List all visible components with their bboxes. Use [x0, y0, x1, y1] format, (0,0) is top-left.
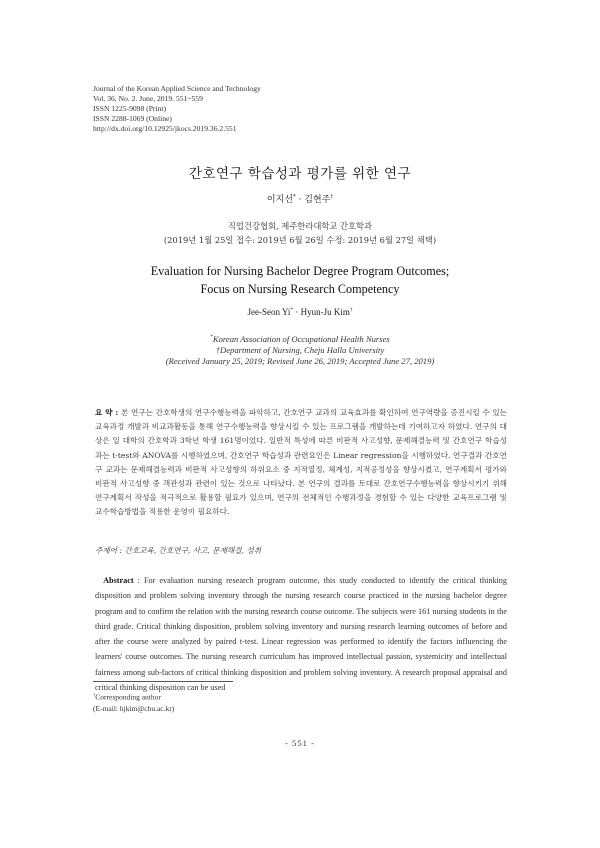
journal-volume: Vol. 36, No. 2. June, 2019. 551~559 [93, 94, 203, 103]
author-separator-en: · [293, 307, 301, 317]
author-1-mark: * [293, 194, 296, 200]
author-2-name-en: Hyun-Ju Kim [300, 307, 350, 317]
abstract-korean-label: 요 약 : [95, 408, 122, 417]
abstract-english-text: : For evaluation nursing research program outcome, this study conducted to identify the critical thinking disposition and problem solving inventory through the nursing research course practiced in the nursing bachelor degree program and to confirm the relation with the nursing research course outcome. The subjects were 161 nursing students in the third grade. Critical thinking disposition, problem solving inventory and nursing research learning outcomes of before and after the course were analyzed by paired t-test. Linear regression was performed to identify the factors influencing the learners' course outcomes. The nursing research curriculum has improved intellectual passion, systemicity and intellectual fairness among sub-factors of critical thinking disposition and problem solving inventory. A research proposal appraisal and critical thinking disposition can be used [95, 576, 507, 693]
issn-print: ISSN 1225-9098 (Print) [93, 104, 166, 113]
affiliation-english [0, 332, 600, 367]
author-2-mark-en: † [349, 307, 353, 313]
footnote-mark: † [93, 692, 96, 697]
authors-korean [0, 192, 600, 205]
abstract-english-label: Abstract [103, 576, 134, 585]
doi-link[interactable]: http://dx.doi.org/10.12925/jkocs.2019.36.2.551 [93, 124, 237, 133]
journal-name: Journal of the Korean Applied Science and Technology [93, 84, 261, 93]
page-number: - 551 - [285, 738, 315, 748]
affiliation-1-text: Korean Association of Occupational Health Nurses [212, 333, 390, 344]
abstract-korean-text: 본 연구는 간호학생의 연구수행능력을 파악하고, 간호연구 교과의 교육효과를 확인하여 연구역량을 증진시킬 수 있는 교육과정 개발과 비교과활동을 통해 연구수행능력을 향상시킬 수 있는 프로그램을 개발하는데 기여하고자 하였다. 연구의 대상은 일 대학의 간호학과 3학년 학생 161명이었다. 일반적 특성에 따른 비판적 사고성향, 문제해결능력 및 간호연구 학습성과는 t-test와 ANOVA를 시행하였으며, 간호연구 학습성과 관련요인은 Linear regression을 시행하였다. 연구결과 간호연구 교과는 문제해결능력과 비판적 사고성향의 하위요소 중 지적열정, 체계성, 지적공정성을 향상시켰고, 연구계획서 평가와 비판적 사고성향 중 객관성과 관련이 있는 것으로 나타났다. 본 연구의 결과를 토대로 간호연구수행능력을 향상시키기 위해 연구계획서 작성을 적극적으로 활용할 필요가 있으며, 연구의 전체적인 수행과정을 경험할 수 있는 다양한 교육프로그램 및 교수학습방법을 적용한 운영이 필요하다. [95, 408, 508, 517]
abstract-korean [95, 406, 507, 520]
abstract-english [95, 573, 507, 695]
affiliation-line-1 [0, 332, 600, 345]
author-1-name: 이지선 [266, 195, 293, 205]
affiliation-korean: 직업건강협회, 제주한라대학교 간호학과 [227, 221, 373, 231]
author-separator: · [295, 195, 305, 205]
title-english-line-1: Evaluation for Nursing Bachelor Degree Program Outcomes; [150, 264, 450, 278]
title-korean: 간호연구 학습성과 평가를 위한 연구 [188, 166, 412, 182]
affiliation-1-mark: * [210, 334, 213, 340]
footnote-corresponding: Corresponding author [95, 692, 161, 702]
title-english-line-2: Focus on Nursing Research Competency [200, 282, 400, 296]
journal-header [93, 84, 261, 134]
author-1-mark-en: * [290, 307, 294, 313]
title-english [0, 262, 600, 298]
author-2-mark: † [330, 194, 334, 200]
footnote-line-1 [93, 689, 174, 703]
keywords-korean: 주제어 : 간호교육, 간호연구, 사고, 문제해결, 성취 [95, 546, 262, 555]
affiliation-2-text: Department of Nursing, Cheju Halla University [220, 344, 385, 355]
author-2-name: 김현주 [304, 195, 331, 205]
issn-online: ISSN 2288-1069 (Online) [93, 114, 172, 123]
author-1-name-en: Jee-Seon Yi [247, 307, 291, 317]
footnote-divider [93, 681, 233, 682]
affiliation-2-mark: † [215, 344, 221, 355]
dates-english: (Received January 25, 2019; Revised June 26, 2019; Accepted June 27, 2019) [165, 355, 435, 366]
dates-korean: (2019년 1월 25일 접수: 2019년 6월 26일 수정: 2019년 6월 27일 채택) [163, 235, 437, 245]
affiliation-line-2 [0, 345, 600, 356]
footnote-email[interactable]: (E-mail: hjkim@chu.ac.kr) [93, 703, 175, 713]
authors-english [0, 307, 600, 317]
footnote [93, 689, 174, 714]
